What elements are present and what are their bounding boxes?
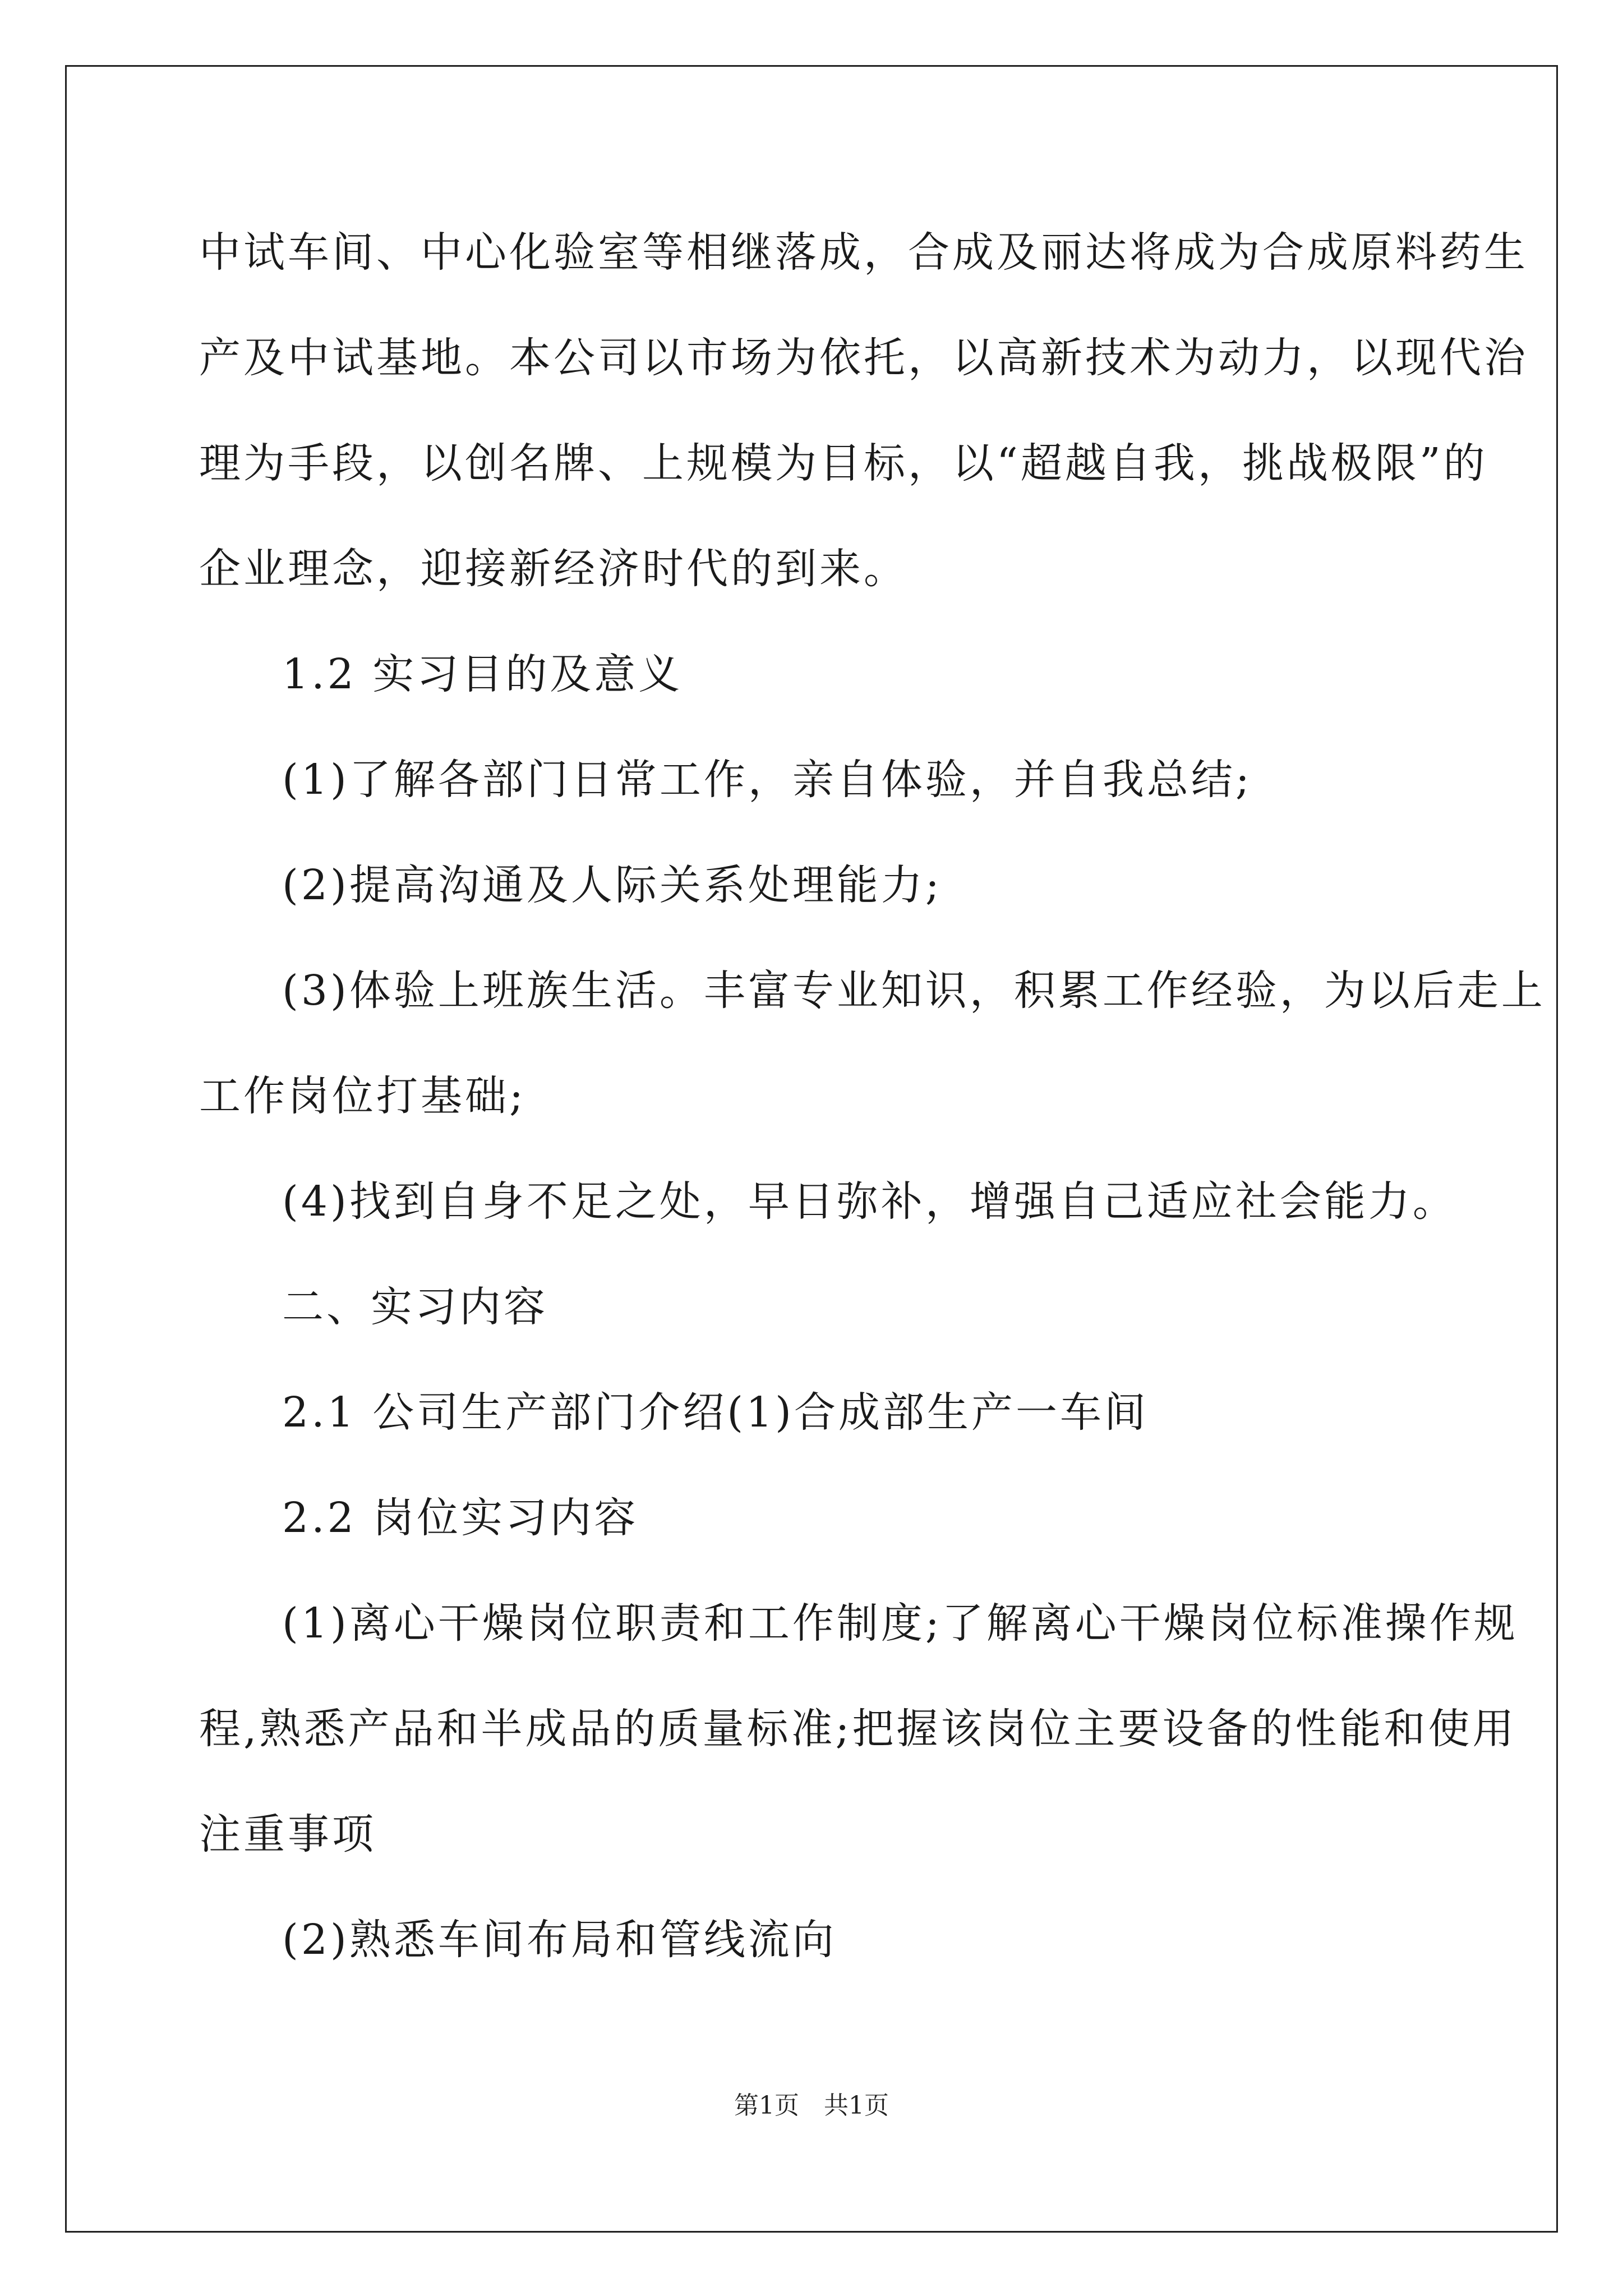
text-line: 工作岗位打基础; [199, 1072, 526, 1120]
section-heading: 2.2 岗位实习内容 [282, 1494, 639, 1542]
list-item: (2)熟悉车间布局和管线流向 [282, 1916, 837, 1964]
section-heading: 2.1 公司生产部门介绍(1)合成部生产一车间 [282, 1388, 1149, 1437]
list-item: (4)找到自身不足之处，早日弥补，增强自己适应社会能力。 [282, 1177, 1457, 1226]
text-line: 理为手段，以创名牌、上规模为目标，以“超越自我，挑战极限”的 [199, 439, 1488, 487]
list-item: (1)离心干燥岗位职责和工作制度;了解离心干燥岗位标准操作规 [282, 1599, 1518, 1648]
text-line: 企业理念，迎接新经济时代的到来。 [199, 545, 908, 593]
section-heading: 二、实习内容 [282, 1283, 548, 1331]
list-item: (3)体验上班族生活。丰富专业知识，积累工作经验，为以后走上 [282, 967, 1546, 1015]
text-line: 程,熟悉产品和半成品的质量标准;把握该岗位主要设备的性能和使用 [199, 1705, 1517, 1753]
section-heading: 1.2 实习目的及意义 [282, 650, 683, 698]
list-item: (1)了解各部门日常工作，亲自体验，并自我总结; [282, 756, 1252, 804]
page-number: 第1页 共1页 [734, 2091, 889, 2120]
text-line: 注重事项 [199, 1810, 376, 1858]
list-item: (2)提高沟通及人际关系处理能力; [282, 861, 942, 909]
text-line: 产及中试基地。本公司以市场为依托，以高新技术为动力，以现代治 [199, 334, 1528, 382]
text-line: 中试车间、中心化验室等相继落成，合成及丽达将成为合成原料药生 [199, 228, 1528, 277]
